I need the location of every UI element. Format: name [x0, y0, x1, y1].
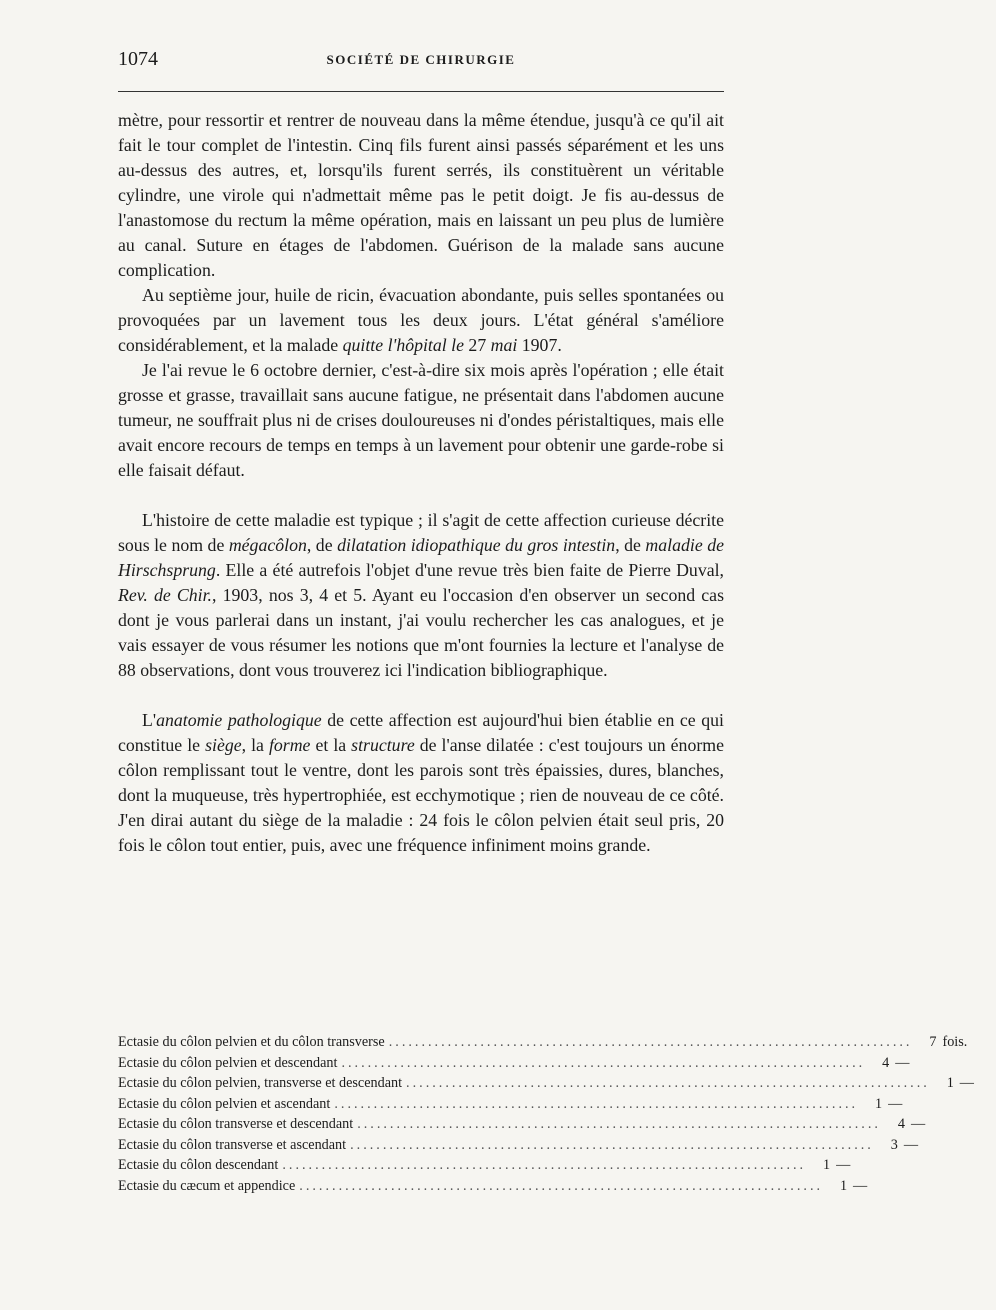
text-run-italic: Rev. de Chir.: [118, 585, 212, 605]
text-run-italic: dilatation idiopathique du gros intestin: [337, 535, 616, 555]
text-run: de cette affection est aujourd'hui bien établie en ce qui constitue le: [118, 710, 725, 755]
stat-unit: —: [910, 1116, 926, 1132]
stat-count: 4: [882, 1054, 890, 1071]
page-header: [118, 48, 724, 82]
stat-label: Ectasie du côlon transverse et descendant: [118, 1116, 354, 1132]
stat-unit: —: [888, 1095, 903, 1112]
text-run: 1907.: [517, 335, 562, 355]
dot-leader: ................................................................................: [334, 1095, 859, 1112]
text-run-italic: mai: [490, 335, 518, 355]
paragraph-continuation: mètre, pour ressortir et rentrer de nouveau dans la même étendue, jusqu'à ce qu'il ait fait le tour complet de l'intestin. Cinq fils furent ainsi passés séparément et les uns au-dessus des autres, et, lorsqu'ils furent serrés, ils constituèrent un véritable cylindre, une virole qui n'admettait même pas le petit doigt. Je fis au-dessus de l'anastomose du rectum la même opération, mais en laissant un peu plus de lumière au canal. Suture en étages de l'abdomen. Guérison de la malade sans aucune complication.: [118, 110, 724, 280]
header-rule: [118, 91, 724, 92]
stat-row: [118, 1073, 974, 1094]
stat-row: [118, 1176, 868, 1197]
dot-leader: ................................................................................: [350, 1136, 874, 1153]
stat-label: Ectasie du côlon pelvien et du côlon transverse: [118, 1034, 385, 1050]
text-run: L'histoire de cette maladie est typique ; il s'agit de cette affection curieuse décrite sous le nom de: [118, 510, 724, 555]
text-run-italic: structure: [351, 735, 415, 755]
dot-leader: ................................................................................: [388, 1034, 913, 1050]
paragraph-postop: [118, 283, 724, 358]
ectasia-stats-list: [118, 1032, 974, 1196]
text-run-italic: siège: [205, 735, 242, 755]
stat-row: [118, 1053, 910, 1074]
text-run: . Elle a été autrefois l'objet d'une revue très bien faite de Pierre Duval,: [215, 560, 724, 580]
text-run: L': [142, 710, 157, 730]
stat-label: Ectasie du côlon pelvien et descendant: [118, 1054, 338, 1071]
stat-label: Ectasie du côlon transverse et ascendant: [118, 1136, 347, 1153]
stat-row: [118, 1114, 926, 1135]
page-number: 1074: [118, 48, 158, 70]
stat-label: Ectasie du côlon descendant: [118, 1157, 279, 1173]
paragraph-anatomy: [118, 708, 724, 858]
text-run: , de: [306, 535, 338, 555]
stat-label: Ectasie du côlon pelvien, transverse et descendant: [118, 1075, 403, 1091]
text-run: , 1903, nos 3, 4 et 5. Ayant eu l'occasion d'en observer un second cas dont je vous parlerai dans un instant, j'ai voulu rechercher les cas analogues, et je vais essayer de vous résumer les notions que m'ont fournies la lecture et l'analyse de 88 observations, dont vous trouverez ici l'indication bibliographique.: [118, 585, 724, 680]
dot-leader: ................................................................................: [357, 1116, 881, 1132]
text-run: , de: [615, 535, 646, 555]
stat-unit: —: [895, 1054, 910, 1071]
stat-unit: fois.: [942, 1034, 968, 1050]
stat-count: 7: [929, 1034, 937, 1050]
stat-row: [118, 1135, 919, 1156]
dot-leader: ................................................................................: [406, 1075, 930, 1091]
dot-leader: ................................................................................: [299, 1177, 824, 1194]
dot-leader: ................................................................................: [282, 1157, 807, 1173]
text-run-italic: mégacôlon: [228, 535, 307, 555]
dot-leader: ................................................................................: [341, 1054, 866, 1071]
stat-unit: —: [903, 1136, 919, 1153]
stat-count: 4: [897, 1116, 905, 1132]
stat-unit: —: [959, 1075, 974, 1091]
text-run-italic: maladie de Hirschsprung: [118, 535, 724, 580]
stat-row: [118, 1032, 968, 1053]
text-run: 27: [463, 335, 491, 355]
stat-label: Ectasie du cæcum et appendice: [118, 1177, 296, 1194]
text-run-italic: forme: [268, 735, 311, 755]
stat-unit: —: [853, 1177, 868, 1194]
stat-count: 1: [875, 1095, 883, 1112]
text-run: Au septième jour, huile de ricin, évacuation abondante, puis selles spontanées ou provoquées par un lavement tous les deux jours. L'état général s'améliore considérablement, et la malade: [118, 285, 724, 355]
text-run-italic: quitte l'hôpital le: [342, 335, 464, 355]
stat-row: [118, 1155, 851, 1176]
text-run: de l'anse dilatée : c'est toujours un énorme côlon remplissant tout le ventre, dont les parois sont très épaissies, dures, blanches, dont la muqueuse, très hypertrophiée, est ecchymotique ; rien de nouveau de ce côté. J'en dirai autant du siège de la maladie : 24 fois le côlon pelvien était seul pris, 20 fois le côlon tout entier, puis, avec une fréquence infiniment moins grande.: [118, 735, 724, 855]
paragraph-followup: Je l'ai revue le 6 octobre dernier, c'est-à-dire six mois après l'opération ; elle était grosse et grasse, travaillait sans aucune fatigue, ne présentait dans l'abdomen aucune tumeur, ne souffrait plus ni de crises douloureuses ni d'ondes péristaltiques, mais elle avait encore recours de temps en temps à un lavement pour obtenir une garde-robe si elle faisait défaut.: [118, 360, 724, 480]
paragraph-history: [118, 508, 724, 683]
stat-unit: —: [836, 1157, 851, 1173]
text-run-italic: anatomie pathologique: [156, 710, 322, 730]
stat-row: [118, 1094, 903, 1115]
running-title: SOCIÉTÉ DE CHIRURGIE: [326, 52, 516, 67]
text-run: et la: [310, 735, 352, 755]
stat-count: 3: [890, 1136, 898, 1153]
stat-label: Ectasie du côlon pelvien et ascendant: [118, 1095, 331, 1112]
stat-count: 1: [839, 1177, 848, 1194]
body-text: [118, 108, 724, 858]
stat-count: 1: [946, 1075, 954, 1091]
text-run: , la: [241, 735, 269, 755]
stat-count: 1: [823, 1157, 831, 1173]
